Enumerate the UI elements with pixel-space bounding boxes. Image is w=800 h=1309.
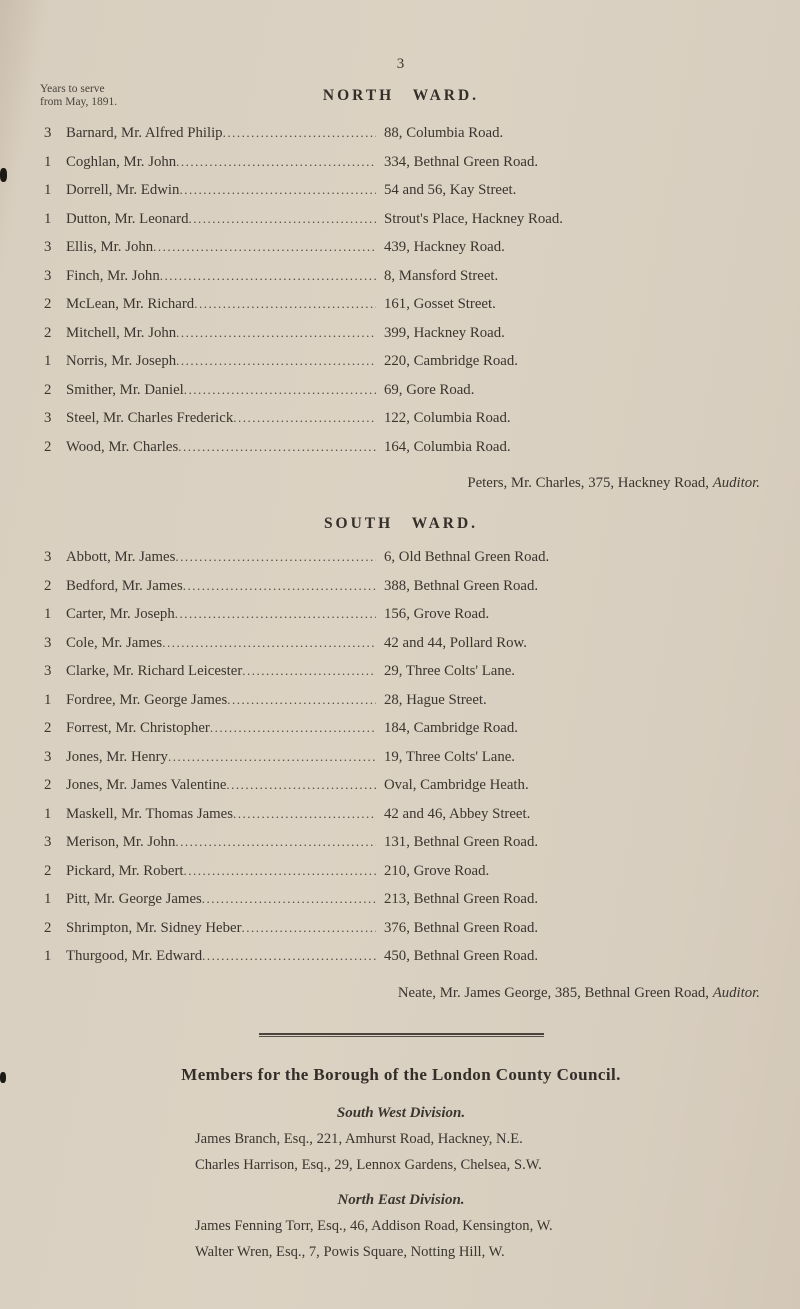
member-address: 220, Cambridge Road. [384, 353, 518, 369]
member-years-to-serve: 2 [44, 381, 52, 398]
dotted-leader [202, 891, 376, 908]
member-name: Dutton, Mr. Leonard [66, 210, 189, 227]
member-name: Forrest, Mr. Christopher [66, 720, 210, 736]
member-row [40, 211, 762, 240]
dotted-leader [178, 439, 376, 456]
member-years-to-serve: 1 [44, 691, 52, 708]
member-address: 19, Three Colts' Lane. [384, 748, 516, 765]
member-row [40, 382, 762, 411]
dotted-leader [223, 125, 376, 142]
dotted-leader [176, 154, 376, 171]
council-heading: Members for the Borough of the London County Council. [181, 1064, 621, 1084]
member-row [40, 920, 762, 949]
south-ward-title: SOUTH WARD. [323, 515, 479, 532]
member-row [40, 777, 762, 806]
member-address: 213, Bethnal Green Road. [384, 891, 539, 907]
dotted-leader [153, 239, 376, 256]
scan-artifact [0, 1072, 6, 1083]
member-address: 69, Gore Road. [384, 381, 475, 398]
member-row [40, 154, 762, 183]
dotted-leader [175, 606, 376, 623]
council-member-line: James Fenning Torr, Esq., 46, Addison Road, Kensington, W. [195, 1217, 553, 1234]
member-name: Merison, Mr. John [66, 834, 176, 850]
division-south-west [40, 1105, 762, 1178]
member-name: Shrimpton, Mr. Sidney Heber [66, 919, 242, 936]
member-address: 88, Columbia Road. [384, 125, 504, 141]
member-name: Jones, Mr. Henry [66, 748, 168, 765]
member-name: Cole, Mr. James [66, 634, 163, 651]
dotted-leader [184, 382, 376, 399]
member-address: 6, Old Bethnal Green Road. [384, 549, 550, 565]
section-divider [259, 1033, 544, 1037]
dotted-leader [184, 863, 376, 880]
years-note-line2: from May, 1891. [40, 96, 118, 108]
member-row [40, 606, 762, 635]
member-row [40, 578, 762, 607]
years-to-serve-note [40, 83, 117, 109]
member-name: Abbott, Mr. James [66, 549, 176, 565]
council-member-line: Walter Wren, Esq., 7, Powis Square, Notting Hill, W. [195, 1243, 505, 1260]
member-name: Bedford, Mr. James [66, 577, 183, 594]
member-row [40, 182, 762, 211]
member-years-to-serve: 1 [44, 891, 52, 907]
member-row [40, 720, 762, 749]
member-address: 131, Bethnal Green Road. [384, 834, 539, 850]
member-address: 29, Three Colts' Lane. [384, 663, 516, 679]
member-name: Clarke, Mr. Richard Leicester [66, 663, 243, 679]
member-row [40, 948, 762, 977]
dotted-leader [188, 211, 376, 228]
auditor-name-address: Neate, Mr. James George, 385, Bethnal Green Road, [397, 984, 713, 1001]
member-address: 376, Bethnal Green Road. [384, 919, 539, 936]
member-years-to-serve: 1 [44, 182, 52, 198]
member-address: 42 and 44, Pollard Row. [384, 634, 527, 651]
member-row [40, 268, 762, 297]
member-row [40, 663, 762, 692]
dotted-leader [160, 268, 376, 285]
page-number: 3 [396, 56, 406, 72]
member-address: 42 and 46, Abbey Street. [384, 805, 531, 822]
member-years-to-serve: 3 [44, 634, 52, 651]
member-name: Finch, Mr. John [66, 267, 160, 284]
member-years-to-serve: 2 [44, 438, 52, 455]
dotted-leader [227, 692, 376, 709]
dotted-leader [210, 720, 376, 737]
member-years-to-serve: 3 [44, 125, 52, 141]
dotted-leader [176, 325, 376, 342]
member-years-to-serve: 3 [44, 549, 52, 565]
member-address: Strout's Place, Hackney Road. [384, 210, 563, 227]
council-member-line: James Branch, Esq., 221, Amhurst Road, Hackney, N.E. [195, 1130, 523, 1147]
member-row [40, 325, 762, 354]
scan-artifact [0, 168, 7, 182]
member-name: Mitchell, Mr. John [66, 324, 177, 341]
member-row [40, 749, 762, 778]
member-row [40, 125, 762, 154]
member-address: 28, Hague Street. [384, 691, 487, 708]
member-address: 161, Gosset Street. [384, 296, 496, 312]
south-ward-auditor-line [40, 977, 762, 1009]
member-name: Fordree, Mr. George James [66, 691, 228, 708]
member-years-to-serve: 2 [44, 324, 52, 341]
dotted-leader [202, 948, 376, 965]
dotted-leader [226, 777, 376, 794]
auditor-name-address: Peters, Mr. Charles, 375, Hackney Road, [467, 475, 713, 491]
dotted-leader [183, 578, 376, 595]
member-row [40, 410, 762, 439]
member-name: Wood, Mr. Charles [66, 438, 179, 455]
member-years-to-serve: 3 [44, 748, 52, 765]
member-row [40, 353, 762, 382]
member-name: McLean, Mr. Richard [66, 296, 195, 312]
member-row [40, 635, 762, 664]
member-address: 334, Bethnal Green Road. [384, 153, 539, 170]
member-name: Jones, Mr. James Valentine [66, 777, 227, 793]
member-years-to-serve: 2 [44, 777, 52, 793]
member-row [40, 863, 762, 892]
member-years-to-serve: 3 [44, 410, 52, 426]
member-years-to-serve: 2 [44, 296, 52, 312]
north-ward-title: NORTH WARD. [322, 87, 480, 104]
dotted-leader [233, 806, 376, 823]
member-row [40, 439, 762, 468]
member-address: 8, Mansford Street. [384, 267, 499, 284]
member-name: Coghlan, Mr. John [66, 153, 177, 170]
member-name: Steel, Mr. Charles Frederick [66, 410, 234, 426]
dotted-leader [194, 296, 376, 313]
member-name: Pitt, Mr. George James [66, 891, 202, 907]
dotted-leader [242, 663, 376, 680]
member-address: 388, Bethnal Green Road. [384, 577, 539, 594]
dotted-leader [168, 749, 376, 766]
member-years-to-serve: 1 [44, 153, 52, 170]
member-name: Carter, Mr. Joseph [66, 606, 175, 622]
member-address: 156, Grove Road. [384, 606, 490, 622]
auditor-label: Auditor. [712, 475, 760, 491]
dotted-leader [175, 834, 376, 851]
member-address: 399, Hackney Road. [384, 324, 505, 341]
member-name: Maskell, Mr. Thomas James [66, 805, 233, 822]
member-years-to-serve: 1 [44, 353, 52, 369]
member-name: Pickard, Mr. Robert [66, 862, 184, 879]
member-name: Smither, Mr. Daniel [66, 381, 184, 398]
member-row [40, 296, 762, 325]
page-header [40, 83, 762, 121]
council-member-line: Charles Harrison, Esq., 29, Lennox Gardens, Chelsea, S.W. [195, 1156, 542, 1173]
member-years-to-serve: 2 [44, 720, 52, 736]
member-years-to-serve: 3 [44, 834, 52, 850]
dotted-leader [233, 410, 376, 427]
member-years-to-serve: 2 [44, 577, 52, 594]
division-title: North East Division. [337, 1191, 465, 1208]
north-ward-auditor-line [40, 467, 762, 499]
member-address: 184, Cambridge Road. [384, 720, 518, 736]
member-years-to-serve: 1 [44, 948, 52, 964]
division-title: South West Division. [336, 1104, 466, 1121]
dotted-leader [179, 182, 376, 199]
member-address: 164, Columbia Road. [384, 438, 511, 455]
member-address: Oval, Cambridge Heath. [384, 777, 529, 793]
south-ward-member-list [40, 549, 762, 977]
member-row [40, 692, 762, 721]
member-years-to-serve: 3 [44, 663, 52, 679]
member-years-to-serve: 3 [44, 239, 52, 255]
member-row [40, 806, 762, 835]
member-row [40, 834, 762, 863]
member-address: 210, Grove Road. [384, 862, 490, 879]
member-row [40, 891, 762, 920]
member-years-to-serve: 1 [44, 606, 52, 622]
member-address: 450, Bethnal Green Road. [384, 948, 539, 964]
member-years-to-serve: 3 [44, 267, 52, 284]
north-ward-member-list [40, 125, 762, 467]
division-north-east [40, 1192, 762, 1265]
member-name: Dorrell, Mr. Edwin [66, 182, 180, 198]
member-address: 54 and 56, Kay Street. [384, 182, 517, 198]
dotted-leader [176, 353, 376, 370]
member-row [40, 549, 762, 578]
member-years-to-serve: 1 [44, 805, 52, 822]
dotted-leader [242, 920, 377, 937]
member-name: Thurgood, Mr. Edward [66, 948, 203, 964]
auditor-label: Auditor. [712, 984, 760, 1001]
member-address: 122, Columbia Road. [384, 410, 511, 426]
member-years-to-serve: 1 [44, 210, 52, 227]
member-years-to-serve: 2 [44, 919, 52, 936]
member-name: Ellis, Mr. John [66, 239, 154, 255]
dotted-leader [175, 549, 376, 566]
member-address: 439, Hackney Road. [384, 239, 505, 255]
member-years-to-serve: 2 [44, 862, 52, 879]
dotted-leader [162, 635, 376, 652]
member-row [40, 239, 762, 268]
member-name: Norris, Mr. Joseph [66, 353, 177, 369]
years-note-line1: Years to serve [40, 83, 105, 95]
member-name: Barnard, Mr. Alfred Philip [66, 125, 223, 141]
